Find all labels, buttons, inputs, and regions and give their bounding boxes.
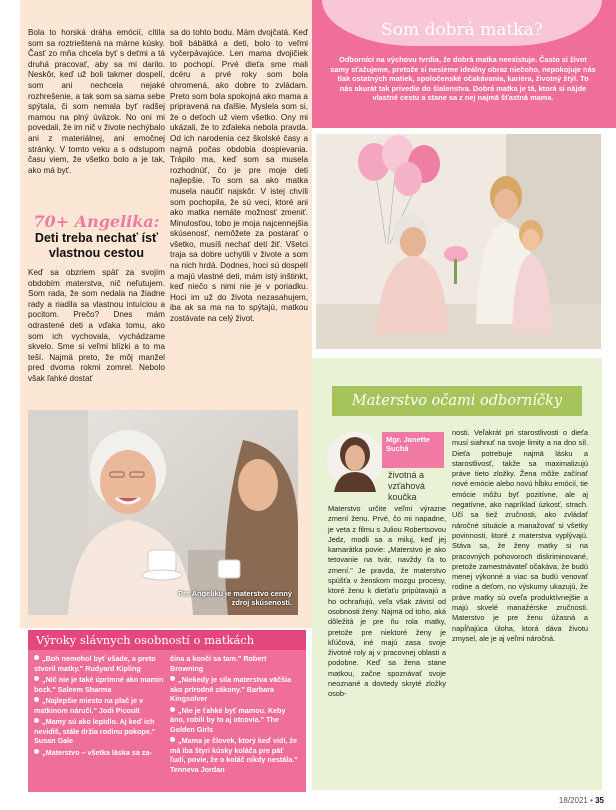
middle-column <box>170 28 308 325</box>
quote-item: „Najlepšie miesto na plač je v matkinom náručí." Jodi Picoult <box>34 696 144 715</box>
quote-item: „Nie je ťahké byť mamou. Keby áno, robili by to aj otcovia." The Golden Girls <box>170 705 286 734</box>
family-photo <box>316 134 601 349</box>
angelika-header <box>28 212 165 261</box>
left-column-intro <box>28 28 165 176</box>
age-label: 70+ Angelika: <box>33 212 160 231</box>
page-footer: 18/2021 • 35 <box>558 796 604 805</box>
bullet-icon <box>170 707 175 712</box>
quote-item: „Materstvo – všetka láska sa za- <box>34 748 164 758</box>
quote-item: „Niekedy je sila materstva väčšia ako prírodné zákony." Barbara Kingsolver <box>170 675 292 703</box>
expert-degree: Mgr. <box>386 435 402 444</box>
quote-item: „Mamy sú ako lepidlo. Aj keď ich nevidíš, stále držia rodinu pokope." Susan Gale <box>34 717 156 745</box>
bullet-icon <box>34 697 39 702</box>
issue-number: 18/2021 <box>558 796 588 805</box>
expert-portrait <box>326 428 384 492</box>
quotes-column-2 <box>170 654 300 774</box>
expert-column-2: nosti. Veľakrát pri starostlivosti o dieťa musí siahnuť na svoje limity a na dno síl. Dieťa potrebuje najmä lásku a starostlivosť, takže sa maximalizujú práve tieto zložky. Žena môže začínať nové emócie alebo novú hĺbku emócií, tie emócie môžu byť pozitívne, ale aj negatívne, ako napríklad úzkosť, strach. Učí sa tiež zručnosti, ako zvládať náročné situácie a manažovať si všetky povinnosti, ktoré z materstva vyplývajú. Stáva sa, že ženy matky si na pracovných pohovoroch diskriminované, pretože zamestnávateľ očakáva, že budú menej výkonné a viac sa budú venovať rodine a deťom, no výskumy ukazujú, že práve matky sú oveľa produktívnejšie a majú skvelé manažérske zručnosti. Materstvo je pre ženu úžasná a napĺňajúca úloha, ktorá dáva životu zmysel, ale je aj veľmi náročná. <box>452 428 588 643</box>
bullet-icon <box>34 676 39 681</box>
quote-item: „Boh nemohol byť všade, a preto stvoril matky." Rudyard Kipling <box>34 654 156 673</box>
expert-role: životná a vzťahová koučka <box>388 470 425 502</box>
angelika-photo <box>28 410 298 615</box>
middle-paragraph: sa do tohto bodu. Mám dvojčatá. Keď boli bábätká a deti, bolo to veľmi vyčerpávajúce. Len mama dvojičiek to pochopí. Prvé dieťa sme mali dcéru a prvé roky som bola ohromená, ako dobre to zvládam. Preto som bola spokojná ako mama a pripravená na ďalšie. Myslela som si, že o deťoch už viem všetko. Ony mi ukázali, že to zďaleka nebola pravda. Od ich narodenia cez školské časy a najmä počas obdobia dospievania. Trápilo ma, keď som sa musela rozhodnúť, čo je pre moje deti najlepšie. To som sa ako matka musela naučiť najskôr. V istej chvíli som pochopila, že sú veci, ktoré ani ako matka nemáte možnosť zmeniť. Minulosťou, tobo je moja najcennejšia skúsenosť, nemôžete za postarať o všetko, musíš nechať deti žiť. Všetci traja sa dobre uchytili v živote a som na nich hrdá. Dodnes, hoci sú dospelí a majú vlastné deti, mám istý inštinkt, keď niečo s nimi nie je v poriadku. Hoci im už do života nezasahujem, iba ak sa ma na to spýtajú, matkou zostávate na celý život. <box>170 28 308 324</box>
expert-first-name: Janette <box>403 435 430 444</box>
quote-item: „Mama je človek, ktorý keď vidí, že má iba štyri kúsky koláča pre päť ľudí, povie, že o koláč nikdy nestála." Tenneva Jordan <box>170 736 298 774</box>
section-subtitle: Deti treba nechať ísť vlastnou cestou <box>34 231 159 260</box>
left-column-story <box>28 268 165 385</box>
bullet-icon <box>34 655 39 660</box>
good-mother-text: Odborníci na výchovu tvrdia, že dobrá matka neexistuje. Často si život samy sťažujeme, pretože si nesieme ideálny obraz niečoho, nepokojuje nás tlak ostatných matiek, spoločenské očakávania, kariéra, životný štýl. To nás akurát tak privedie do šialenstva. Dobrá matka je tá, ktorá si nájde vlastné cestu a stane sa z nej najmä šťastná mama. <box>330 55 596 103</box>
angelika-paragraph: Keď sa obzriem späť za svojím obdobím materstva, nič neľutujem. Som rada, že som nedala na žiadne rady a riadila sa vlastnou intuíciou a pocitom. Prečo? Dnes mám odrastené deti a vďaka tomu, ako som ich vychovala, vychádzame skvelo. Sme si veľmi blízki a to ma teší. Najmä preto, že môj manžel pred dvoma rokmi zomrel. Nebolo však ľahké dostať <box>28 268 165 383</box>
expert-title: Materstvo očami odborníčky <box>351 393 563 409</box>
quotes-column-1 <box>34 654 164 757</box>
bullet-icon <box>34 718 39 723</box>
quote-item: „Nič nie je také úprimné ako mamin bozk." Saleem Sharma <box>34 675 164 694</box>
photo-caption: Pre Angeliku je materstvo cenný zdroj skúseností. <box>178 589 292 607</box>
bullet-icon <box>170 676 175 681</box>
intro-paragraph: Bola to horská dráha emócií, cítila som sa roztrieštená na márne kúsky. Časť zo mňa chcela byť s deťmi a tá druhá pracovať, aby sa mi darilo. Neskôr, keď už boli takmer dospelí, som ani nechcela nejaké rozhrešenie, a tak som sa sama sebe spýtala, či som nemala byť radšej mamou na plný úväzok. No oni mi povedali, že im nič v živote nechýbalo ani z materiálnej, ani emočnej stránky. V tomto veku a s odstupom času viem, že všetko bolo a je tak, ako má byť. <box>28 28 165 175</box>
bullet-icon <box>170 737 175 742</box>
expert-title-bar <box>332 386 582 416</box>
expert-last-name: Suchá <box>386 444 409 453</box>
quote-item: čína a končí sa tam." Robert Browning <box>170 654 267 673</box>
quotes-title-bar <box>28 630 306 650</box>
good-mother-title: Som dobrá matka? <box>381 20 543 40</box>
bullet-icon <box>34 749 39 754</box>
quotes-title: Výroky slávnych osobností o matkách <box>36 633 255 647</box>
page-number: 35 <box>595 796 604 805</box>
expert-name-tag <box>382 432 444 468</box>
expert-column-1: Materstvo určite veľmi výrazne zmení ženu. Prvé, čo mi napadne, je veta z filmu s Juliou Robertsovou Jedz, modli sa a miluj, keď jej kamarátka povie: „Materstvo je ako tetovanie na tvár, navždy ťa to zmení." Je pravda, že materstvo spúšťa v ženskom mozgu procesy, ktoré ženu k dieťaťu pripútavajú a ho ochraňujú, veľa však závisí od osobnosti ženy. Najmä od toho, aká dôležitá je pre ňu rola matky, pretože pre niektoré ženy je kľúčová, iné majú zasa svoje životné roly aj v pracovnej oblasti a podobne. Keď sa žena stane matkou, začne spoznávať svoje neoznané a dovtedy skryté zložky osob- <box>328 504 446 699</box>
